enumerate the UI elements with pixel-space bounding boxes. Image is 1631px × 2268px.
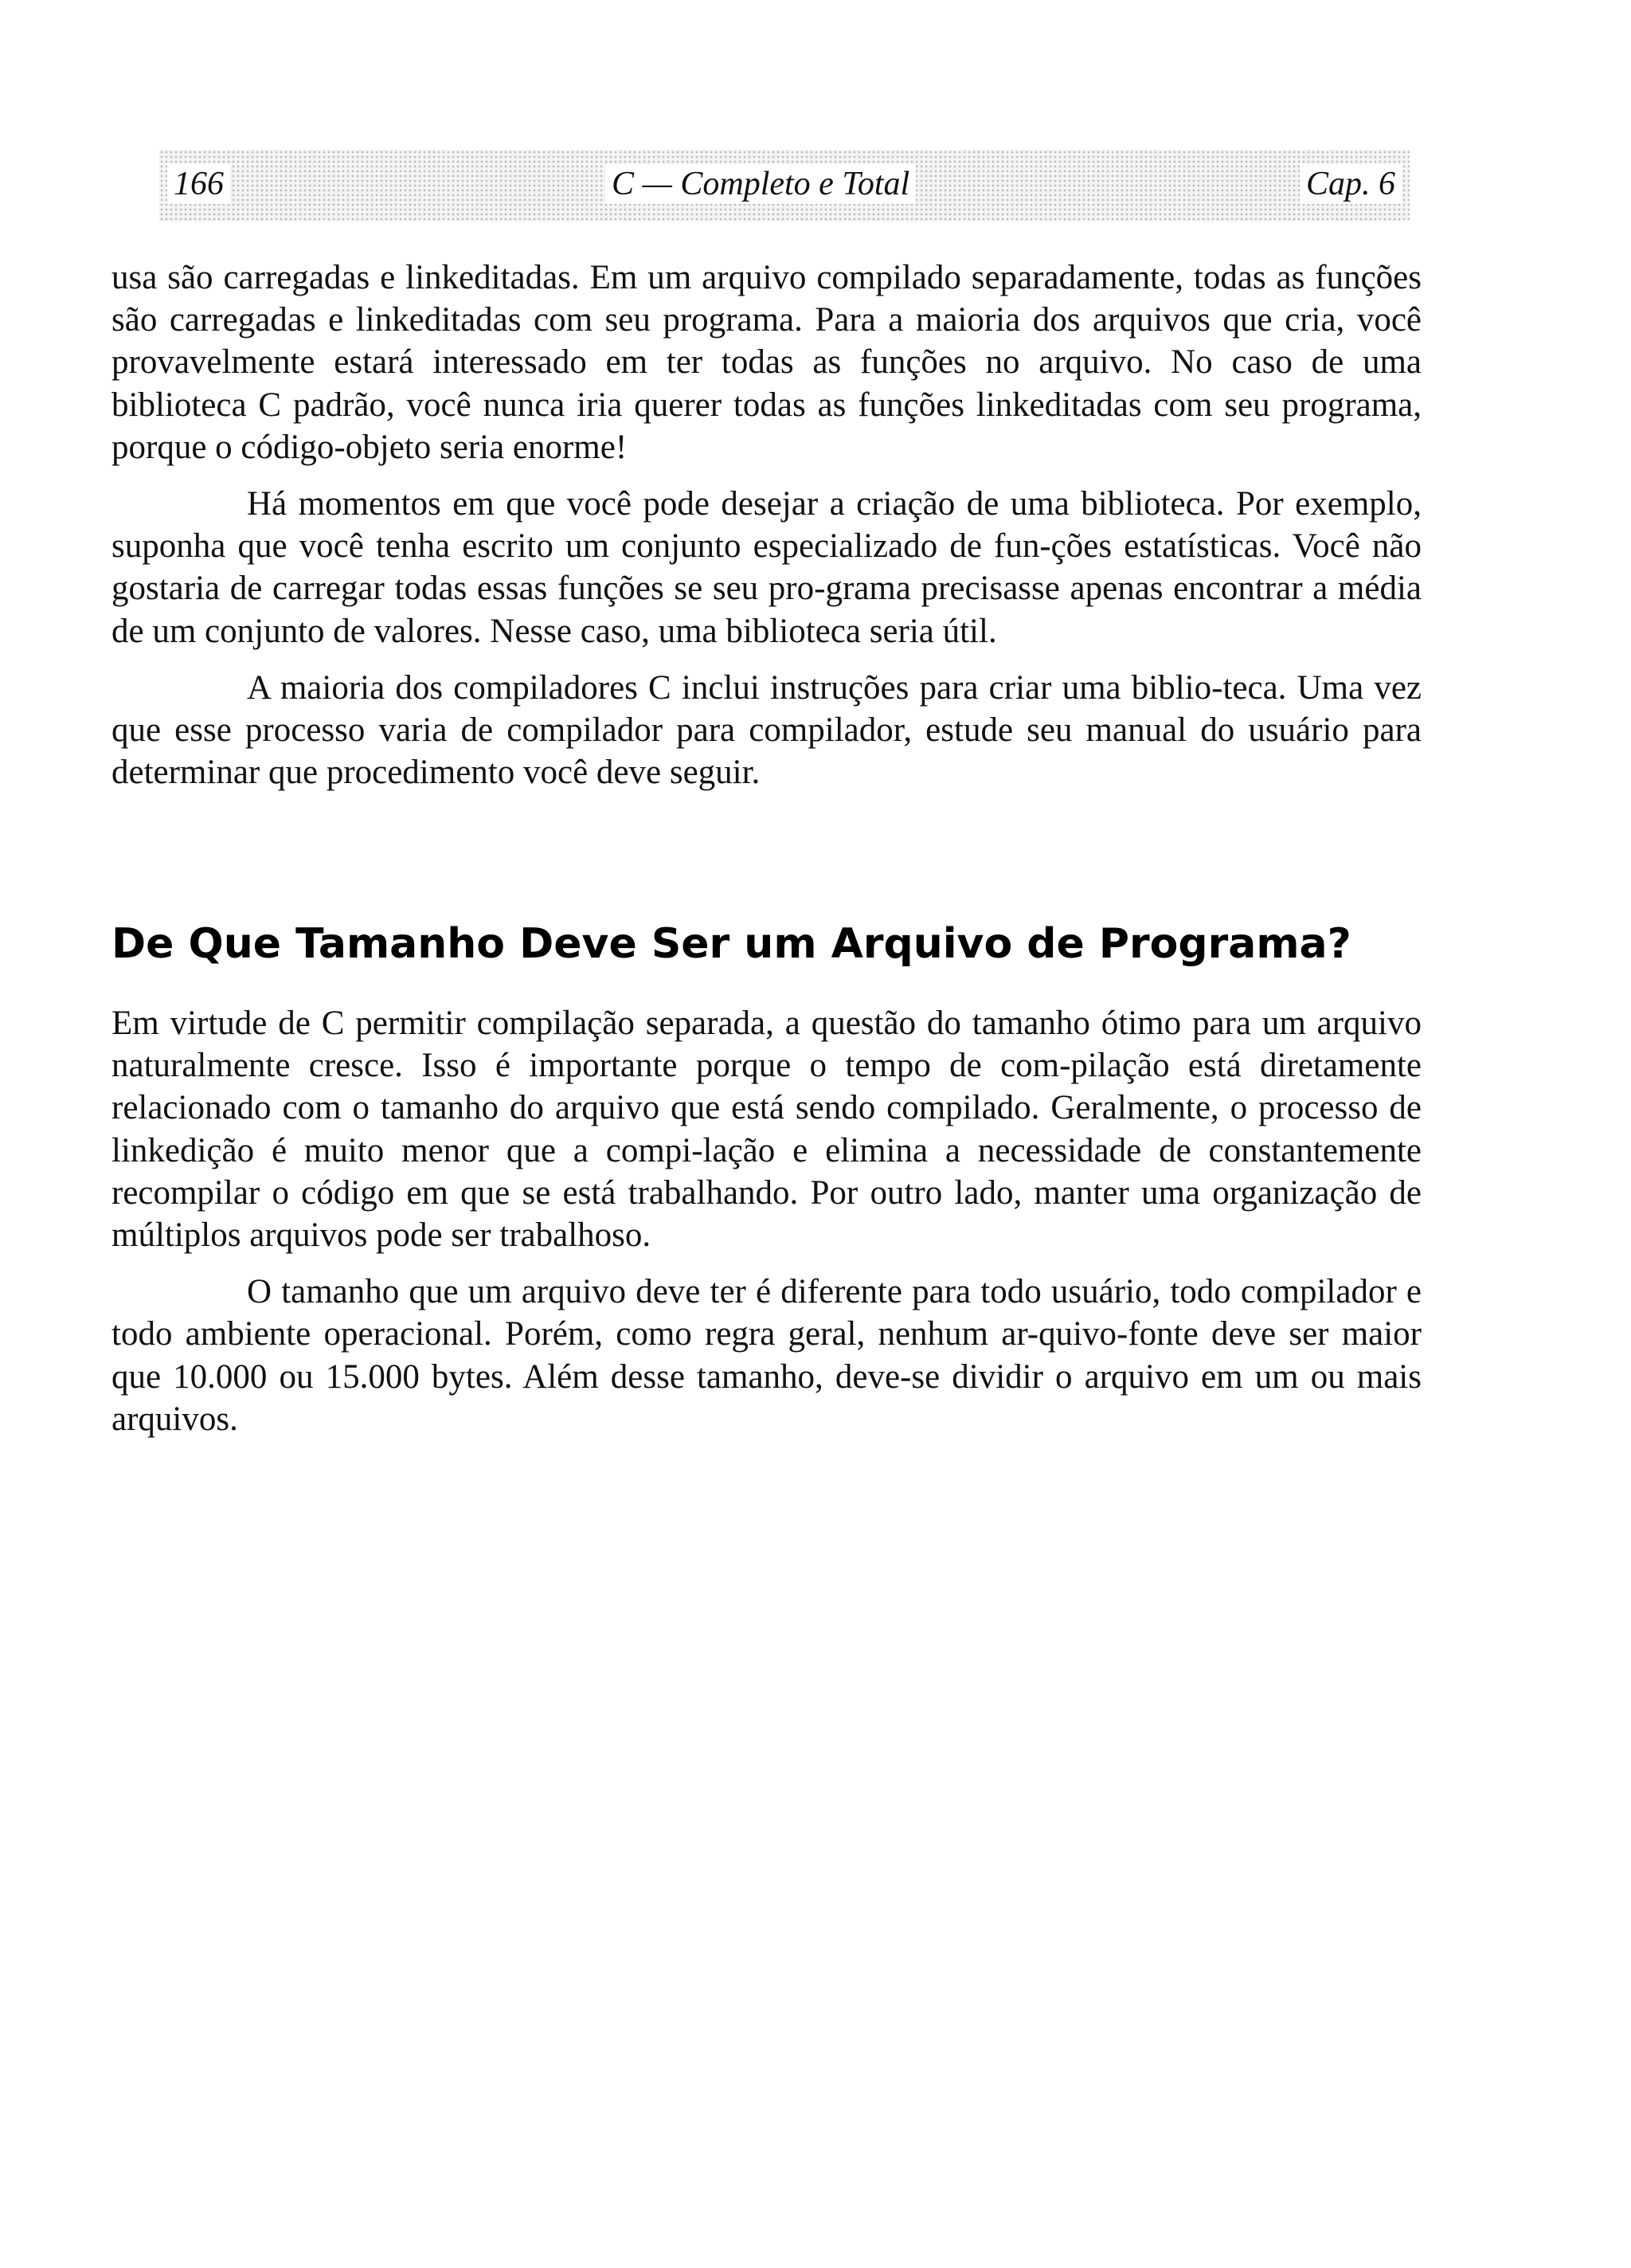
running-header: [159, 150, 1410, 221]
paragraph: usa são carregadas e linkeditadas. Em um arquivo compilado separadamente, todas as funções são carregadas e linkeditadas com seu programa. Para a maioria dos arquivos que cria, você provavelmente estará interessado em ter todas as funções no arquivo. No caso de uma biblioteca C padrão, você nunca iria querer todas as funções linkeditadas com seu programa, porque o código-objeto seria enorme!: [111, 259, 1422, 466]
paragraph: Há momentos em que você pode desejar a criação de uma biblioteca. Por exemplo, suponha que você tenha escrito um conjunto especializado de fun-ções estatísticas. Você não gostaria de carregar todas essas funções se seu pro-grama precisasse apenas encontrar a média de um conjunto de valores. Nesse caso, uma biblioteca seria útil.: [111, 485, 1422, 650]
text-block-top: [111, 257, 1422, 793]
section-heading: De Que Tamanho Deve Ser um Arquivo de Programa?: [111, 920, 1351, 968]
chapter-label: Cap. 6: [1300, 164, 1402, 204]
page-number: 166: [167, 164, 230, 204]
paragraph: O tamanho que um arquivo deve ter é diferente para todo usuário, todo compilador e todo ambiente operacional. Porém, como regra geral, nenhum ar-quivo-fonte deve ser maior que 10.000 ou 15.000 bytes. Além desse tamanho, deve-se dividir o arquivo em um ou mais arquivos.: [111, 1273, 1422, 1438]
text-block-bottom: [111, 1002, 1422, 1440]
paragraph: Em virtude de C permitir compilação separada, a questão do tamanho ótimo para um arquivo naturalmente cresce. Isso é importante porque o tempo de com-pilação está diretamente relacionado com o tamanho do arquivo que está sendo compilado. Geralmente, o processo de linkedição é muito menor que a compi-lação e elimina a necessidade de constantemente recompilar o código em que se está trabalhando. Por outro lado, manter uma organização de múltiplos arquivos pode ser trabalhoso.: [111, 1005, 1422, 1255]
paragraph: A maioria dos compiladores C inclui instruções para criar uma biblio-teca. Uma vez que esse processo varia de compilador para compilador, estude seu manual do usuário para determinar que procedimento você deve seguir.: [111, 668, 1422, 792]
book-title: C — Completo e Total: [605, 164, 916, 204]
